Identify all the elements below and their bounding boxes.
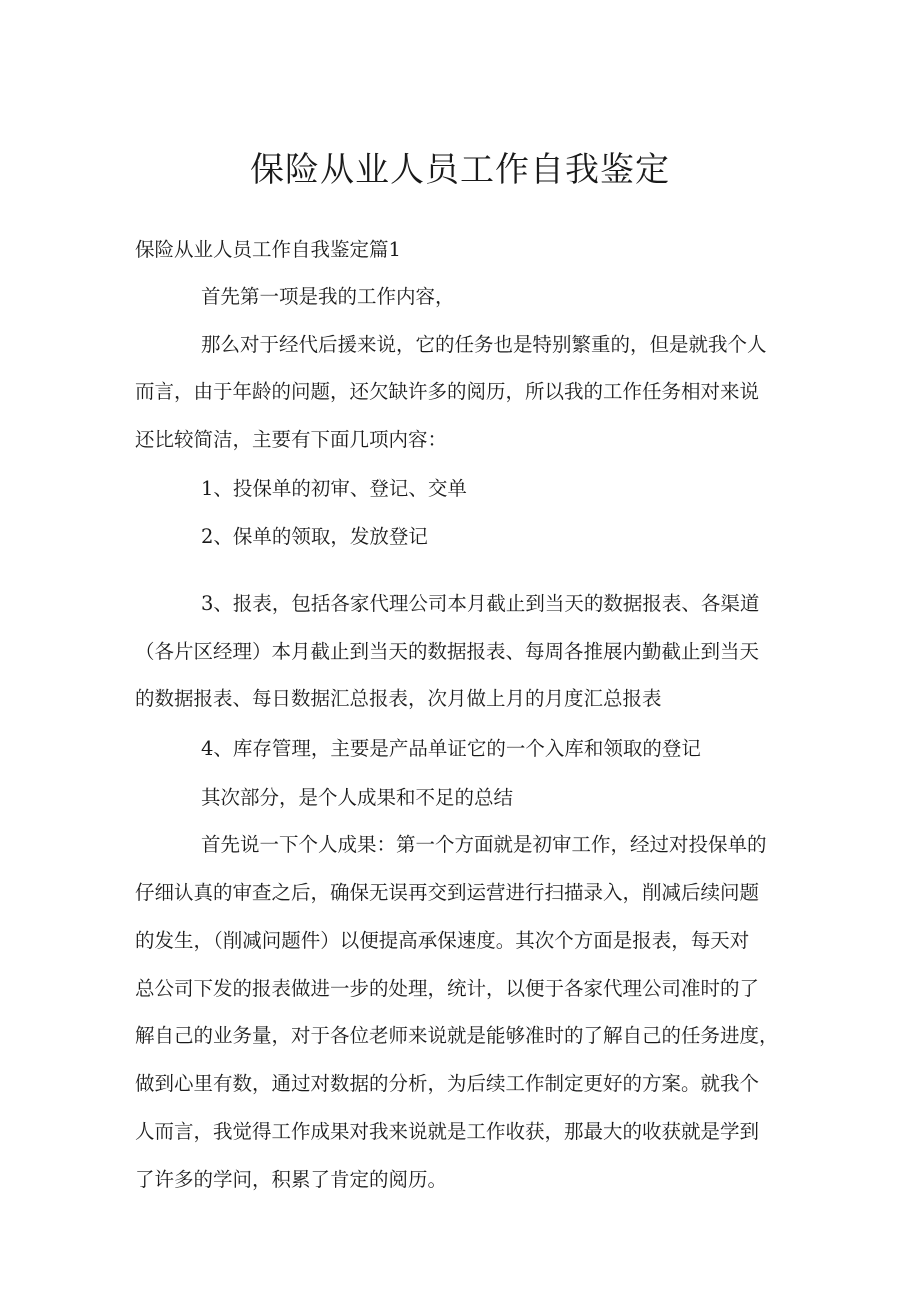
section-heading: 保险从业人员工作自我鉴定篇1 [135,238,401,261]
paragraph-line: 做到心里有数，通过对数据的分析，为后续工作制定更好的方案。就我个 [135,1072,760,1095]
document-title: 保险从业人员工作自我鉴定 [250,150,670,190]
paragraph-line: 首先说一下个人成果：第一个方面就是初审工作，经过对投保单的 [201,833,767,856]
list-item: 3、报表，包括各家代理公司本月截止到当天的数据报表、各渠道 [201,592,760,615]
paragraph-line: 其次部分，是个人成果和不足的总结 [201,786,514,809]
paragraph-line: 了许多的学问，积累了肯定的阅历。 [135,1168,448,1191]
paragraph-line: 总公司下发的报表做进一步的处理，统计，以便于各家代理公司准时的了 [135,977,760,1000]
paragraph-line: 人而言，我觉得工作成果对我来说就是工作收获，那最大的收获就是学到 [135,1120,760,1143]
list-item: 2、保单的领取，发放登记 [201,525,428,548]
list-item: 1、投保单的初审、登记、交单 [201,477,467,500]
paragraph-line: 的数据报表、每日数据汇总报表，次月做上月的月度汇总报表 [135,687,662,710]
paragraph-line: 而言，由于年龄的问题，还欠缺许多的阅历，所以我的工作任务相对来说 [135,380,760,403]
paragraph-line: 首先第一项是我的工作内容， [201,285,455,308]
paragraph-line: 那么对于经代后援来说，它的任务也是特别繁重的，但是就我个人 [201,333,767,356]
paragraph-line: 仔细认真的审查之后，确保无误再交到运营进行扫描录入，削减后续问题 [135,881,760,904]
paragraph-line: 还比较简洁，主要有下面几项内容： [135,428,448,451]
paragraph-line: （各片区经理）本月截止到当天的数据报表、每周各推展内勤截止到当天 [135,640,760,663]
list-item: 4、库存管理，主要是产品单证它的一个入库和领取的登记 [201,737,701,760]
paragraph-line: 的发生，（削减问题件）以便提高承保速度。其次个方面是报表，每天对 [135,929,750,952]
paragraph-line: 解自己的业务量，对于各位老师来说就是能够准时的了解自己的任务进度， [135,1024,779,1047]
